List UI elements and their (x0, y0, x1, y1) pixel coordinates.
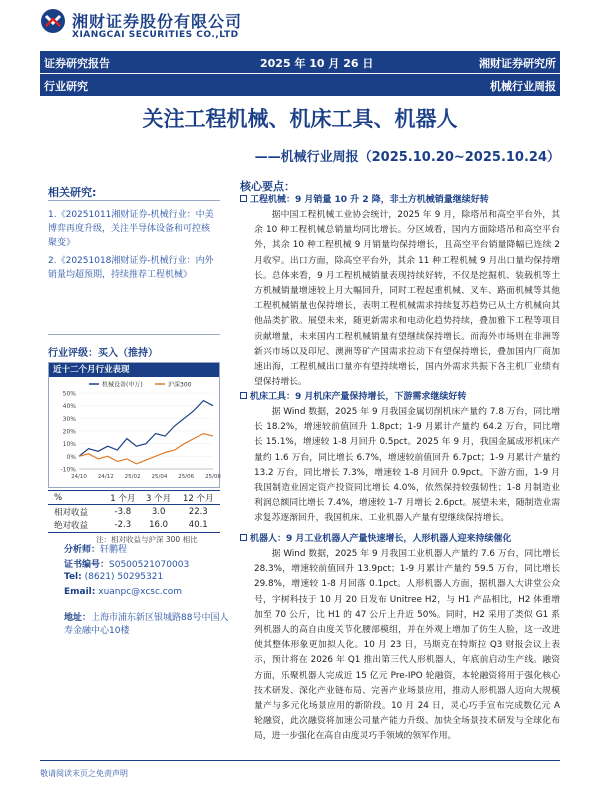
email-label: Email: (64, 587, 96, 597)
legend-label: 机械设备(申万) (102, 381, 143, 389)
analyst-label: 分析师： (64, 545, 101, 555)
company-name-cn: 湘财证券股份有限公司 (72, 12, 243, 31)
table-header: 1 个月 (105, 491, 141, 505)
point-title-construction: 工程机械：9 月销量 10 升 2 降，非土方机械销量继续好转 (240, 194, 489, 206)
series-line-csi300 (79, 434, 213, 464)
point-body-construction: 据中国工程机械工业协会统计，2025 年 9 月，除塔吊和高空平台外，其余 10 种工程机械总销量均同比增长。分区域看，国内方面除塔吊和高空平台外，其余 10 种工程机械 9 月销量均保持增长，且高空平台销量降幅已连续 2 月收窄。出口方面，除高空平台外，其余 11 种工程机械 9 月出口量均保持增长。总体来看，9 月工程机械销量表现持续好转，不仅是挖掘机、装载机等土方机械销量增速较上月大幅回升，同时工程起重机械、叉车、路面机械等其他工程机械销量也保持增长，表明工程机械需求持续复苏趋势已从土方机械向其他品类扩散。展望未来，随更新需求和电动化趋势持续，叠加雅下工程等项目贡献增量，未来国内工程机械销量有望继续保持增长。而海外市场则在非洲等新兴市场以及印尼、澳洲等矿产国需求拉动下有望保持增长，叠加国内厂商加速出海，工程机械出口量亦有望持续增长，国内外需求共振下各主机厂业绩有望保持增长。 (254, 210, 560, 388)
header-bar-top (40, 51, 560, 73)
analyst-name: 轩鹏程 (100, 545, 128, 555)
row-label: 绝对收益 (48, 519, 105, 533)
x-tick-label: 24/12 (97, 474, 114, 480)
email-link[interactable]: xuanpc@xcsc.com (98, 587, 182, 597)
related-heading: 相关研究: (48, 186, 97, 199)
report-type: 证券研究报告 (44, 57, 110, 70)
core-heading: 核心要点： (240, 180, 295, 193)
table-cell: 16.0 (141, 519, 177, 533)
series-line-machinery (79, 401, 213, 457)
performance-chart (48, 362, 220, 488)
x-tick-label: 25/08 (205, 474, 221, 480)
logo-mark-icon (40, 8, 66, 34)
footer-disclaimer[interactable]: 敬请阅读末页之免责声明 (40, 769, 128, 778)
chart-title: 近十二个月行业表现 (49, 363, 219, 377)
x-tick-label: 25/02 (124, 474, 141, 480)
square-bullet-icon (240, 195, 247, 202)
address-text: 上海市浦东新区银城路88号中国人寿金融中心10楼 (64, 613, 229, 636)
table-cell: -3.8 (114, 506, 132, 517)
cert-number: S0500521070003 (109, 560, 190, 570)
table-cell: 40.1 (177, 519, 221, 533)
x-tick-label: 24/10 (71, 474, 87, 480)
tel-label: Tel: (64, 572, 82, 582)
point-body-robots: 据 Wind 数据，2025 年 9 月我国工业机器人产量约 7.6 万台，同比增长 28.3%，增速较前值回升 13.9pct；1-9 月累计产量约 59.5 万台，同比增长 29.8%，增速较 1-8 月回落 0.1pct。人形机器人方面，据机器人大讲堂公众号，宇树科技于 10 月 20 日发布 Unitree H2，与 H1 产品相比，H2 体重增加至 70 公斤，比 H1 的 47 公斤上升近 50%。同时，H2 采用了类似 G1 系列机器人的高自由度关节化腰部模组，并在外观上增加了仿生人脸，这一改进使其整体形象更加拟人化。10 月 23 日，马斯克在特斯拉 Q3 财报会议上表示，预计将在 2026 年 Q1 推出第三代人形机器人，年底前启动生产线。融资方面，乐聚机器人完成近 15 亿元 Pre-IPO 轮融资，本轮融资将用于强化核心技术研发、深化产业链布局、完善产业场景应用，推动人形机器人迈向大规模量产与多元化场景应用的新阶段。10 月 24 日，灵心巧手宣布完成数亿元 A 轮融资，此次融资将加速公司量产能力升级、加快全场景技术研发与全球化布局，进一步强化在高自由度灵巧手领域的领军作用。 (254, 549, 560, 742)
company-logo (40, 6, 300, 44)
table-header: 3 个月 (141, 491, 177, 505)
address-block (64, 612, 234, 638)
row-label: 相对收益 (54, 507, 89, 518)
related-list (48, 208, 218, 286)
y-tick-label: 10% (62, 441, 76, 449)
table-header: 12 个月 (177, 491, 221, 505)
y-tick-label: 50% (62, 390, 76, 398)
report-date: 2025 年 10 月 26 日 (260, 57, 374, 70)
table-header: % (48, 491, 105, 505)
company-name-en: XIANGCAI SECURITIES CO.,LTD (72, 30, 239, 40)
industry-rating: 行业评级：买入（推持） (48, 348, 158, 359)
rating-rule (48, 334, 220, 335)
institute-name: 湘财证券研究所 (479, 57, 556, 70)
table-cell: -2.3 (105, 519, 141, 533)
y-tick-label: 40% (62, 403, 76, 411)
performance-table (48, 490, 220, 533)
related-rule (48, 200, 220, 201)
header-bar-bottom (40, 74, 560, 96)
x-tick-label: 25/04 (151, 474, 168, 480)
table-cell: 22.3 (188, 506, 208, 517)
address-label: 地址： (64, 613, 92, 623)
square-bullet-icon (240, 534, 247, 541)
tel-number: (8621) 50295321 (84, 572, 164, 582)
table-note: 注：相对收益与沪深 300 相比 (96, 535, 198, 544)
legend-label: 沪深300 (168, 381, 192, 389)
report-series: 机械行业周报 (490, 80, 556, 93)
report-category: 行业研究 (44, 80, 88, 93)
y-tick-label: -10% (60, 466, 76, 474)
cert-label: 证书编号： (64, 560, 110, 570)
point-title-robots: 机器人：9 月工业机器人产量快速增长，人形机器人迎来持续催化 (240, 533, 511, 545)
y-tick-label: 30% (62, 415, 76, 423)
related-item[interactable]: 2.《20251018湘财证券-机械行业：内外销量均超预期，持续推荐工程机械》 (48, 256, 214, 280)
performance-chart-svg (49, 377, 219, 487)
x-tick-label: 25/06 (178, 474, 195, 480)
y-tick-label: 20% (62, 428, 76, 436)
point-title-machine-tools: 机床工具：9 月机床产量保持增长，下游需求继续好转 (240, 391, 466, 403)
page-subtitle: ——机械行业周报（2025.10.20~2025.10.24） (254, 150, 560, 165)
footer-rule (40, 760, 560, 761)
point-body-machine-tools: 据 Wind 数据，2025 年 9 月我国金属切削机床产量约 7.8 万台，同比增长 18.2%，增速较前值回升 1.8pct；1-9 月累计产量约 64.2 万台，同比增长 15.1%，增速较 1-8 月回升 0.5pct。2025 年 9 月，我国金属成形机床产量约 1.6 万台，同比增长 6.7%，增速较前值回升 6.7pct；1-9 月累计产量约 13.2 万台，同比增长 7.3%，增速较 1-8 月回升 0.9pct。下游方面，1-9 月我国制造业固定资产投资同比增长 4.0%，依然保持较强韧性；1-8 月制造业利润总额同比增长 7.4%，增速较 1-7 月增长 2.6pct。展望未来，随制造业需求复苏逐渐回升，我国机床、工业机器人产量有望继续保持增长。 (254, 407, 560, 524)
related-item[interactable]: 1.《20251011湘财证券-机械行业：中美博弈再度升级，关注半导体设备和可控核聚变》 (48, 210, 214, 248)
page-title: 关注工程机械、机床工具、机器人 (142, 107, 458, 131)
square-bullet-icon (240, 392, 247, 399)
y-tick-label: 0% (66, 453, 76, 461)
table-cell: 3.0 (151, 506, 166, 517)
